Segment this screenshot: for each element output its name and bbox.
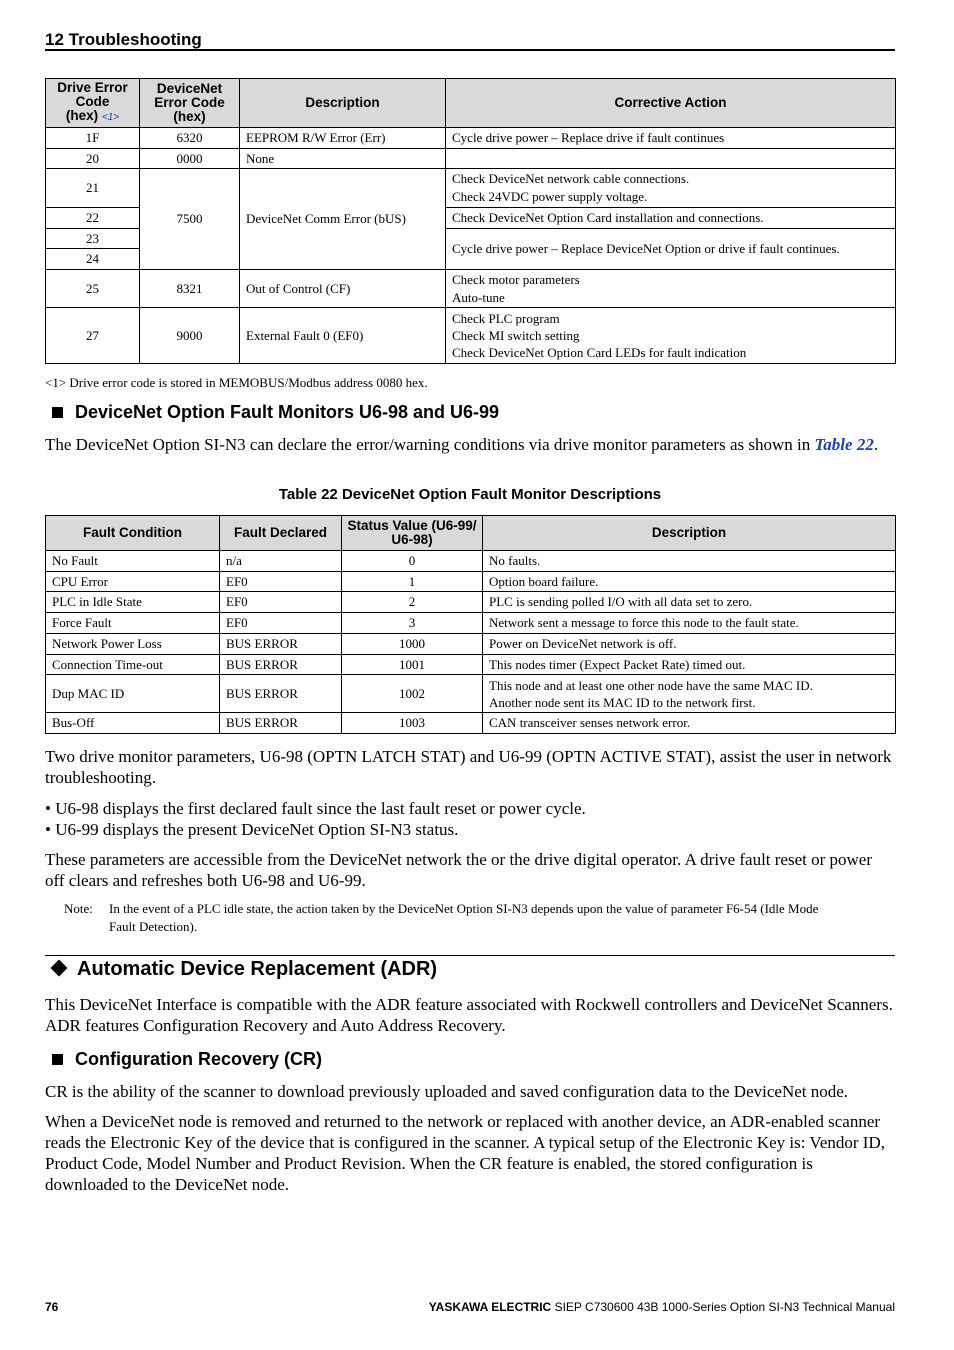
cell-code: 1F (46, 128, 140, 149)
table-row (46, 308, 896, 364)
heading-text: Configuration Recovery (CR) (75, 1049, 323, 1069)
cell-status: 2 (342, 592, 483, 613)
section-heading-cr (52, 1049, 322, 1070)
table-22-caption: Table 22 DeviceNet Option Fault Monitor Descriptions (278, 486, 662, 503)
cell-status: 1000 (342, 634, 483, 655)
diamond-bullet-icon (51, 960, 68, 977)
col-label: Drive Error (57, 80, 128, 95)
paragraph-cr-2: When a DeviceNet node is removed and returned to the network or replaced with another device, an ADR-enabled scanner reads the Electronic Key of the device that is configured in the scanner. A typical setup of the Electronic Key is: Vendor ID, Product Code, Model Number and Product Revision. When the CR feature is enabled, the stored configuration is downloaded to the DeviceNet node. (45, 1112, 885, 1194)
table-row (46, 713, 896, 734)
col-status-value: Status Value (U6-99/ U6-98) (342, 516, 483, 551)
cell-dn-code: 7500 (140, 169, 240, 270)
table-footnote: <1> Drive error code is stored in MEMOBUS/Modbus address 0080 hex. (45, 375, 428, 390)
cell-description: None (240, 149, 446, 169)
cell-action (446, 308, 896, 364)
table-row (46, 613, 896, 634)
cell-code: 22 (46, 208, 140, 229)
table-row (46, 149, 896, 169)
cell-status: 1002 (342, 675, 483, 713)
cell-declared: EF0 (220, 572, 342, 592)
cell-condition: Network Power Loss (46, 634, 220, 655)
cell-description: Network sent a message to force this node to the fault state. (483, 613, 896, 634)
cell-declared: BUS ERROR (220, 675, 342, 713)
cell-code: 21 (46, 169, 140, 208)
note-text: In the event of a PLC idle state, the action taken by the DeviceNet Option SI-N3 depends upon the value of parameter F6-54 (Idle Mode Fault Detection). (109, 901, 819, 934)
paragraph-adr: This DeviceNet Interface is compatible with the ADR feature associated with Rockwell controllers and DeviceNet Scanners. ADR features Configuration Recovery and Auto Address Recovery. (45, 995, 893, 1035)
cell-code: 23 (46, 229, 140, 249)
cell-condition: Dup MAC ID (46, 675, 220, 713)
cell-action: Cycle drive power – Replace drive if fault continues (446, 128, 896, 149)
cell-condition: No Fault (46, 551, 220, 572)
cell-status: 1 (342, 572, 483, 592)
col-corrective-action: Corrective Action (446, 79, 896, 128)
description-line: Another node sent its MAC ID to the network first. (489, 694, 756, 710)
cell-status: 1003 (342, 713, 483, 734)
cell-description: PLC is sending polled I/O with all data set to zero. (483, 592, 896, 613)
table-row (46, 551, 896, 572)
fault-monitor-table (45, 515, 896, 734)
cell-code: 27 (46, 308, 140, 364)
cell-action (446, 149, 896, 169)
col-label: Code (75, 94, 110, 109)
action-line: Check DeviceNet network cable connections. (452, 171, 690, 186)
cell-description: Out of Control (CF) (240, 270, 446, 308)
page-number: 76 (45, 1300, 59, 1314)
table-row (46, 655, 896, 675)
square-bullet-icon (52, 407, 63, 418)
header-rule (45, 49, 895, 51)
table-row (46, 572, 896, 592)
cell-description: DeviceNet Comm Error (bUS) (240, 169, 446, 270)
note-label: Note: (64, 901, 93, 916)
cell-dn-code: 0000 (140, 149, 240, 169)
cell-description: EEPROM R/W Error (Err) (240, 128, 446, 149)
col-drive-error-code (46, 79, 140, 128)
cell-dn-code: 9000 (140, 308, 240, 364)
cell-code: 20 (46, 149, 140, 169)
heading-text: Automatic Device Replacement (ADR) (77, 958, 438, 980)
cell-description (483, 675, 896, 713)
action-line: Check 24VDC power supply voltage. (452, 189, 648, 204)
action-line: Auto-tune (452, 289, 505, 305)
table-header-row (46, 516, 896, 551)
paragraph-monitors (45, 434, 895, 455)
bullet-item: • U6-98 displays the first declared fault since the last fault reset or power cycle. (45, 799, 586, 818)
cell-action: Check DeviceNet Option Card installation and connections. (446, 208, 896, 229)
action-line: Check PLC program (452, 311, 560, 326)
cell-description: External Fault 0 (EF0) (240, 308, 446, 364)
cell-condition: Connection Time-out (46, 655, 220, 675)
action-line: Check MI switch setting (452, 328, 580, 343)
action-line: Check DeviceNet Option Card LEDs for fault indication (452, 345, 747, 360)
heading-text: DeviceNet Option Fault Monitors U6-98 and U6-99 (75, 402, 500, 422)
cell-description: This nodes timer (Expect Packet Rate) timed out. (483, 655, 896, 675)
col-fault-declared: Fault Declared (220, 516, 342, 551)
drive-error-table (45, 78, 896, 364)
cell-declared: n/a (220, 551, 342, 572)
col-fault-condition: Fault Condition (46, 516, 220, 551)
cell-description: No faults. (483, 551, 896, 572)
description-line: This node and at least one other node have the same MAC ID. (489, 677, 813, 693)
cell-description: Option board failure. (483, 572, 896, 592)
table-header-row (46, 79, 896, 128)
footnote-ref[interactable]: <1> (101, 112, 120, 123)
section-heading-monitors (52, 402, 499, 423)
cell-action (446, 270, 896, 308)
bullet-item: • U6-99 displays the present DeviceNet Option SI-N3 status. (45, 820, 459, 839)
cell-status: 0 (342, 551, 483, 572)
cell-declared: BUS ERROR (220, 655, 342, 675)
cell-condition: CPU Error (46, 572, 220, 592)
cell-condition: Force Fault (46, 613, 220, 634)
cell-description: CAN transceiver senses network error. (483, 713, 896, 734)
square-bullet-icon (52, 1054, 63, 1065)
paragraph-cr-1: CR is the ability of the scanner to download previously uploaded and saved configuration data to the DeviceNet node. (45, 1082, 849, 1101)
punctuation: . (873, 435, 879, 454)
cell-declared: BUS ERROR (220, 713, 342, 734)
cell-code: 25 (46, 270, 140, 308)
cell-declared: EF0 (220, 613, 342, 634)
cell-declared: EF0 (220, 592, 342, 613)
cell-condition: PLC in Idle State (46, 592, 220, 613)
cell-status: 3 (342, 613, 483, 634)
cell-dn-code: 8321 (140, 270, 240, 308)
action-line: Check motor parameters (452, 271, 580, 287)
table-row (46, 128, 896, 149)
col-description: Description (240, 79, 446, 128)
cell-declared: BUS ERROR (220, 634, 342, 655)
col-label: (hex) (65, 108, 99, 123)
cell-code: 24 (46, 249, 140, 270)
cell-dn-code: 6320 (140, 128, 240, 149)
cell-status: 1001 (342, 655, 483, 675)
paragraph-access: These parameters are accessible from the DeviceNet network the or the drive digital operator. A drive fault reset or power off clears and refreshes both U6-98 and U6-99. (45, 850, 872, 890)
table-row (46, 592, 896, 613)
table-22-link[interactable]: Table 22 (814, 435, 874, 454)
cell-action (446, 169, 896, 208)
table-row (46, 634, 896, 655)
section-header: 12 Troubleshooting (45, 30, 202, 49)
cell-condition: Bus-Off (46, 713, 220, 734)
table-row (46, 169, 896, 208)
col-description: Description (483, 516, 896, 551)
section-rule (45, 955, 895, 956)
footer-doc-title: SIEP C730600 43B 1000-Series Option SI-N3 Technical Manual (551, 1300, 895, 1314)
table-row (46, 270, 896, 308)
paragraph-text: The DeviceNet Option SI-N3 can declare the error/warning conditions via drive monitor parameters as shown in (45, 435, 811, 454)
footer-brand: YASKAWA ELECTRIC (428, 1300, 552, 1314)
section-heading-adr (49, 958, 437, 981)
cell-action: Cycle drive power – Replace DeviceNet Option or drive if fault continues. (446, 229, 896, 270)
col-devicenet-code: DeviceNet Error Code (hex) (140, 79, 240, 128)
paragraph-two-params: Two drive monitor parameters, U6-98 (OPTN LATCH STAT) and U6-99 (OPTN ACTIVE STAT), assist the user in network troubleshooting. (45, 747, 892, 787)
table-row (46, 675, 896, 713)
footer-doc-info (429, 1300, 895, 1314)
cell-description: Power on DeviceNet network is off. (483, 634, 896, 655)
